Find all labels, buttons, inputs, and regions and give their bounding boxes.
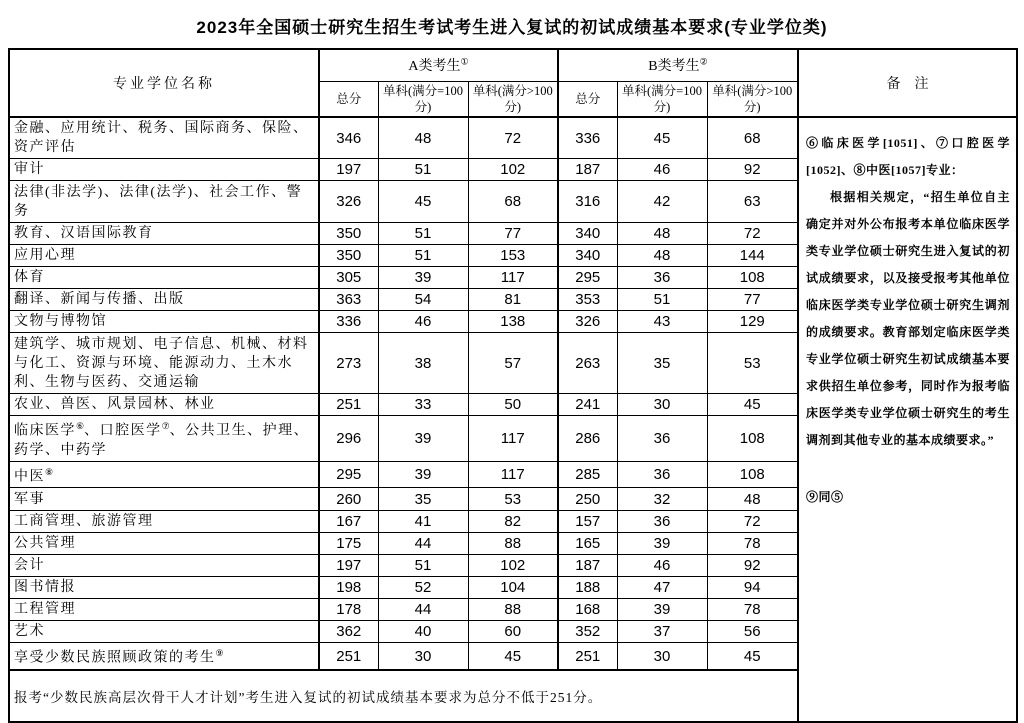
score-cell: 35 bbox=[617, 333, 707, 394]
score-cell: 42 bbox=[617, 181, 707, 223]
score-cell: 48 bbox=[617, 223, 707, 245]
score-cell: 63 bbox=[707, 181, 798, 223]
score-table bbox=[8, 48, 1018, 723]
score-cell: 352 bbox=[558, 621, 617, 643]
degree-name-cell: 临床医学⑥、口腔医学⑦、公共卫生、护理、药学、中药学 bbox=[9, 416, 319, 462]
score-cell: 81 bbox=[468, 289, 558, 311]
header-name-label: 专业学位名称 bbox=[113, 77, 215, 92]
score-cell: 187 bbox=[558, 159, 617, 181]
score-cell: 33 bbox=[378, 394, 468, 416]
score-cell: 38 bbox=[378, 333, 468, 394]
degree-name-cell: 翻译、新闻与传播、出版 bbox=[9, 289, 319, 311]
score-cell: 77 bbox=[468, 223, 558, 245]
score-cell: 50 bbox=[468, 394, 558, 416]
score-cell: 117 bbox=[468, 416, 558, 462]
score-cell: 187 bbox=[558, 555, 617, 577]
degree-name-cell: 建筑学、城市规划、电子信息、机械、材料与化工、资源与环境、能源动力、土木水利、生物与医药、交通运输 bbox=[9, 333, 319, 394]
score-cell: 32 bbox=[617, 488, 707, 511]
score-cell: 178 bbox=[319, 599, 378, 621]
score-cell: 53 bbox=[707, 333, 798, 394]
score-cell: 30 bbox=[617, 643, 707, 670]
score-cell: 48 bbox=[378, 117, 468, 159]
score-cell: 285 bbox=[558, 461, 617, 488]
group-a-footnote-marker: ① bbox=[460, 56, 469, 67]
score-cell: 336 bbox=[558, 117, 617, 159]
page-title: 2023年全国硕士研究生招生考试考生进入复试的初试成绩基本要求(专业学位类) bbox=[196, 18, 828, 37]
score-cell: 36 bbox=[617, 267, 707, 289]
degree-name-cell: 会计 bbox=[9, 555, 319, 577]
score-cell: 296 bbox=[319, 416, 378, 462]
score-cell: 39 bbox=[378, 461, 468, 488]
score-cell: 94 bbox=[707, 577, 798, 599]
score-cell: 45 bbox=[707, 643, 798, 670]
score-cell: 45 bbox=[468, 643, 558, 670]
score-cell: 108 bbox=[707, 267, 798, 289]
score-cell: 286 bbox=[558, 416, 617, 462]
header-name-col bbox=[9, 49, 319, 117]
score-cell: 316 bbox=[558, 181, 617, 223]
header-remark-col bbox=[798, 49, 1017, 117]
score-cell: 104 bbox=[468, 577, 558, 599]
score-cell: 30 bbox=[378, 643, 468, 670]
header-remark-label: 备 注 bbox=[886, 77, 929, 92]
degree-name-cell: 农业、兽医、风景园林、林业 bbox=[9, 394, 319, 416]
score-cell: 108 bbox=[707, 461, 798, 488]
score-cell: 54 bbox=[378, 289, 468, 311]
score-cell: 326 bbox=[319, 181, 378, 223]
score-cell: 88 bbox=[468, 533, 558, 555]
score-cell: 88 bbox=[468, 599, 558, 621]
score-cell: 51 bbox=[378, 223, 468, 245]
score-cell: 305 bbox=[319, 267, 378, 289]
score-cell: 51 bbox=[617, 289, 707, 311]
score-cell: 340 bbox=[558, 223, 617, 245]
score-cell: 188 bbox=[558, 577, 617, 599]
score-cell: 251 bbox=[558, 643, 617, 670]
score-cell: 51 bbox=[378, 245, 468, 267]
score-cell: 117 bbox=[468, 461, 558, 488]
score-cell: 47 bbox=[617, 577, 707, 599]
header-a-single-gt100: 单科(满分>100分) bbox=[468, 81, 558, 117]
score-cell: 157 bbox=[558, 511, 617, 533]
footer-note: 报考“少数民族高层次骨干人才计划”考生进入复试的初试成绩基本要求为总分不低于251分。 bbox=[9, 670, 798, 722]
score-cell: 350 bbox=[319, 245, 378, 267]
score-cell: 353 bbox=[558, 289, 617, 311]
degree-name-cell: 图书情报 bbox=[9, 577, 319, 599]
score-cell: 68 bbox=[468, 181, 558, 223]
score-cell: 77 bbox=[707, 289, 798, 311]
score-cell: 167 bbox=[319, 511, 378, 533]
score-cell: 250 bbox=[558, 488, 617, 511]
score-cell: 175 bbox=[319, 533, 378, 555]
score-cell: 336 bbox=[319, 311, 378, 333]
score-cell: 53 bbox=[468, 488, 558, 511]
score-cell: 39 bbox=[617, 599, 707, 621]
score-cell: 138 bbox=[468, 311, 558, 333]
remark-paragraph: ⑨同⑤ bbox=[806, 490, 844, 504]
score-cell: 346 bbox=[319, 117, 378, 159]
score-cell: 36 bbox=[617, 461, 707, 488]
score-cell: 36 bbox=[617, 511, 707, 533]
score-cell: 57 bbox=[468, 333, 558, 394]
score-cell: 68 bbox=[707, 117, 798, 159]
table-row bbox=[9, 117, 1017, 159]
score-cell: 30 bbox=[617, 394, 707, 416]
header-a-total: 总分 bbox=[319, 81, 378, 117]
degree-name-cell: 工商管理、旅游管理 bbox=[9, 511, 319, 533]
score-cell: 51 bbox=[378, 159, 468, 181]
score-cell: 108 bbox=[707, 416, 798, 462]
score-cell: 48 bbox=[617, 245, 707, 267]
degree-name-cell: 文物与博物馆 bbox=[9, 311, 319, 333]
degree-name-cell: 公共管理 bbox=[9, 533, 319, 555]
degree-name-cell: 应用心理 bbox=[9, 245, 319, 267]
score-cell: 82 bbox=[468, 511, 558, 533]
score-cell: 273 bbox=[319, 333, 378, 394]
score-cell: 362 bbox=[319, 621, 378, 643]
header-b-single-eq100: 单科(满分=100分) bbox=[617, 81, 707, 117]
score-cell: 197 bbox=[319, 159, 378, 181]
score-cell: 44 bbox=[378, 533, 468, 555]
score-cell: 41 bbox=[378, 511, 468, 533]
score-cell: 45 bbox=[617, 117, 707, 159]
score-cell: 46 bbox=[617, 555, 707, 577]
degree-name-cell: 体育 bbox=[9, 267, 319, 289]
score-cell: 168 bbox=[558, 599, 617, 621]
score-cell: 295 bbox=[558, 267, 617, 289]
score-cell: 72 bbox=[707, 223, 798, 245]
score-cell: 92 bbox=[707, 555, 798, 577]
score-cell: 117 bbox=[468, 267, 558, 289]
score-cell: 251 bbox=[319, 394, 378, 416]
score-cell: 46 bbox=[617, 159, 707, 181]
score-cell: 78 bbox=[707, 533, 798, 555]
remarks-cell bbox=[798, 117, 1017, 722]
degree-name-cell: 享受少数民族照顾政策的考生⑨ bbox=[9, 643, 319, 670]
score-cell: 72 bbox=[707, 511, 798, 533]
score-cell: 251 bbox=[319, 643, 378, 670]
degree-name-cell: 艺术 bbox=[9, 621, 319, 643]
degree-name-cell: 法律(非法学)、法律(法学)、社会工作、警务 bbox=[9, 181, 319, 223]
score-cell: 340 bbox=[558, 245, 617, 267]
score-cell: 92 bbox=[707, 159, 798, 181]
header-group-a bbox=[319, 49, 558, 81]
score-cell: 43 bbox=[617, 311, 707, 333]
score-cell: 36 bbox=[617, 416, 707, 462]
score-cell: 129 bbox=[707, 311, 798, 333]
score-cell: 37 bbox=[617, 621, 707, 643]
remark-paragraph: 根据相关规定，“招生单位自主确定并对外公布报考本单位临床医学类专业学位硕士研究生进入复试的初试成绩要求，以及接受报考其他单位临床医学类专业学位硕士研究生调剂的成绩要求。教育部划定临床医学类专业学位硕士研究生初试成绩基本要求供招生单位参考，同时作为报考临床医学类专业学位硕士研究生的考生调剂到其他专业的基本成绩要求。” bbox=[806, 190, 1011, 447]
score-cell: 56 bbox=[707, 621, 798, 643]
score-cell: 153 bbox=[468, 245, 558, 267]
degree-name-cell: 工程管理 bbox=[9, 599, 319, 621]
group-b-footnote-marker: ② bbox=[699, 56, 708, 67]
score-cell: 260 bbox=[319, 488, 378, 511]
score-cell: 51 bbox=[378, 555, 468, 577]
score-cell: 39 bbox=[378, 267, 468, 289]
header-a-single-eq100: 单科(满分=100分) bbox=[378, 81, 468, 117]
score-cell: 350 bbox=[319, 223, 378, 245]
score-cell: 52 bbox=[378, 577, 468, 599]
score-cell: 102 bbox=[468, 159, 558, 181]
score-cell: 72 bbox=[468, 117, 558, 159]
group-a-label: A类考生 bbox=[408, 59, 461, 75]
score-cell: 78 bbox=[707, 599, 798, 621]
degree-name-cell: 金融、应用统计、税务、国际商务、保险、资产评估 bbox=[9, 117, 319, 159]
score-cell: 198 bbox=[319, 577, 378, 599]
score-cell: 197 bbox=[319, 555, 378, 577]
score-cell: 44 bbox=[378, 599, 468, 621]
score-cell: 60 bbox=[468, 621, 558, 643]
score-cell: 39 bbox=[378, 416, 468, 462]
score-cell: 102 bbox=[468, 555, 558, 577]
header-group-b bbox=[558, 49, 798, 81]
header-b-total: 总分 bbox=[558, 81, 617, 117]
degree-name-cell: 中医⑧ bbox=[9, 461, 319, 488]
degree-name-cell: 军事 bbox=[9, 488, 319, 511]
score-cell: 326 bbox=[558, 311, 617, 333]
score-cell: 40 bbox=[378, 621, 468, 643]
score-cell: 39 bbox=[617, 533, 707, 555]
score-cell: 144 bbox=[707, 245, 798, 267]
remark-paragraph: ⑥临床医学[1051]、⑦口腔医学[1052]、⑧中医[1057]专业： bbox=[806, 136, 1011, 177]
score-cell: 35 bbox=[378, 488, 468, 511]
score-cell: 46 bbox=[378, 311, 468, 333]
score-cell: 295 bbox=[319, 461, 378, 488]
group-b-label: B类考生 bbox=[648, 59, 700, 75]
score-cell: 165 bbox=[558, 533, 617, 555]
score-cell: 48 bbox=[707, 488, 798, 511]
score-cell: 263 bbox=[558, 333, 617, 394]
score-cell: 45 bbox=[378, 181, 468, 223]
degree-name-cell: 审计 bbox=[9, 159, 319, 181]
score-cell: 45 bbox=[707, 394, 798, 416]
score-cell: 241 bbox=[558, 394, 617, 416]
score-cell: 363 bbox=[319, 289, 378, 311]
header-b-single-gt100: 单科(满分>100分) bbox=[707, 81, 798, 117]
degree-name-cell: 教育、汉语国际教育 bbox=[9, 223, 319, 245]
